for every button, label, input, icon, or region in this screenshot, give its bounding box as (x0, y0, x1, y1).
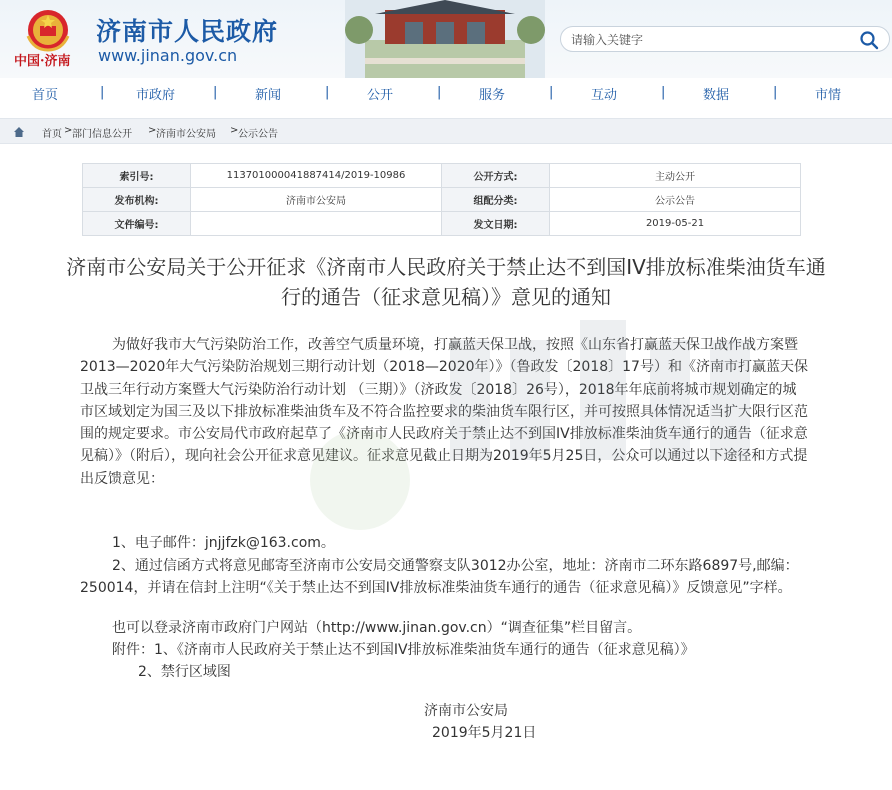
table-row (83, 164, 801, 188)
attachment-2[interactable]: 2、禁行区域图 (138, 664, 231, 680)
category-value: 公示公告 (550, 188, 801, 212)
nav-item-service[interactable]: 服务 (479, 88, 506, 103)
nav-item-open[interactable]: 公开 (367, 88, 394, 103)
feedback-email-item: 1、电子邮件：jnjjfzk@163.com。 (112, 535, 335, 551)
signature-date: 2019年5月21日 (432, 725, 537, 741)
breadcrumb-home[interactable]: 首页 (42, 129, 62, 140)
category-label: 组配分类: (442, 188, 550, 212)
logo-caption: 中国·济南 (14, 54, 71, 69)
feedback-mail-item: 2、通过信函方式将意见邮寄至济南市公安局交通警察支队3012办公室，地址：济南市二环东路6897号,邮编：250014，并请在信封上注明“《关于禁止达不到国IV排放标准柴油货车通行的通告（征求意见稿）》反馈意见”字样。 (80, 558, 799, 597)
publisher-value: 济南市公安局 (191, 188, 442, 212)
search-input[interactable] (571, 31, 841, 49)
issue-date-value: 2019-05-21 (550, 212, 801, 236)
nav-separator: | (437, 85, 442, 100)
doc-number-value (191, 212, 442, 236)
doc-number-label: 文件编号: (83, 212, 191, 236)
index-value: 11370100004188741​4/2019-10986 (191, 164, 442, 188)
document-info-table (82, 163, 801, 236)
feedback-website-item: 也可以登录济南市政府门户网站（http://www.jinan.gov.cn）“调查征集”栏目留言。 (112, 620, 642, 636)
table-row (83, 188, 801, 212)
nav-separator: | (549, 85, 554, 100)
breadcrumb-separator: > (148, 125, 157, 136)
nav-item-government[interactable]: 市政府 (136, 88, 176, 103)
index-label: 索引号: (83, 164, 191, 188)
table-row (83, 212, 801, 236)
breadcrumb-separator: > (64, 125, 73, 136)
nav-separator: | (100, 85, 105, 100)
signature: 济南市公安局 (424, 703, 508, 719)
breadcrumb-separator: > (230, 125, 239, 136)
publisher-label: 发布机构: (83, 188, 191, 212)
search-icon[interactable] (859, 30, 879, 50)
breadcrumb (0, 118, 892, 144)
site-url[interactable]: www.jinan.gov.cn (98, 46, 238, 65)
nav-item-home[interactable]: 首页 (32, 88, 59, 103)
search-box (560, 26, 890, 52)
issue-date-label: 发文日期: (442, 212, 550, 236)
nav-item-city[interactable]: 市情 (815, 88, 842, 103)
breadcrumb-dept-info[interactable]: 部门信息公开 (72, 129, 132, 140)
city-gate-illustration (345, 0, 545, 78)
main-nav (0, 78, 892, 108)
nav-separator: | (325, 85, 330, 100)
article-title: 济南市公安局关于公开征求《济南市人民政府关于禁止达不到国IV排放标准柴油货车通行的通告（征求意见稿）》意见的通知 (66, 255, 826, 309)
home-icon (13, 126, 25, 138)
disclosure-label: 公开方式: (442, 164, 550, 188)
breadcrumb-notices[interactable]: 公示公告 (238, 129, 278, 140)
site-title[interactable]: 济南市人民政府 (96, 17, 279, 46)
article-body: 为做好我市大气污染防治工作，改善空气质量环境，打赢蓝天保卫战，按照《山东省打赢蓝天保卫战作战方案暨2013—2020年大气污染防治规划三期行动计划（2018—2020年）》（鲁政发〔2018〕17号）和《济南市打赢蓝天保卫战三年行动方案暨大气污染防治行动计划 （三期）》（济政发〔2018〕26号），2018年年底前将城市规划确定的城市区域划定为国三及以下排放标准柴油货车及不符合监控要求的柴油货车限行区，并可按照具体情况适当扩大限行区范围的规定要求。市公安局代市政府起草了《济南市人民政府关于禁止达不到国IV排放标准柴油货车通行的通告（征求意见稿）》（附后），现向社会公开征求意见建议。征求意见截止日期为2019年5月25日，公众可以通过以下途径和方式提出反馈意见： (80, 337, 808, 487)
nav-item-interaction[interactable]: 互动 (591, 88, 618, 103)
nav-separator: | (773, 85, 778, 100)
nav-item-news[interactable]: 新闻 (255, 88, 282, 103)
disclosure-value: 主动公开 (550, 164, 801, 188)
site-header (0, 0, 892, 78)
attachment-1[interactable]: 附件：1、《济南市人民政府关于禁止达不到国IV排放标准柴油货车通行的通告（征求意见稿）》 (112, 642, 695, 658)
breadcrumb-police-bureau[interactable]: 济南市公安局 (156, 129, 216, 140)
nav-item-data[interactable]: 数据 (703, 88, 730, 103)
nav-separator: | (213, 85, 218, 100)
nav-separator: | (661, 85, 666, 100)
